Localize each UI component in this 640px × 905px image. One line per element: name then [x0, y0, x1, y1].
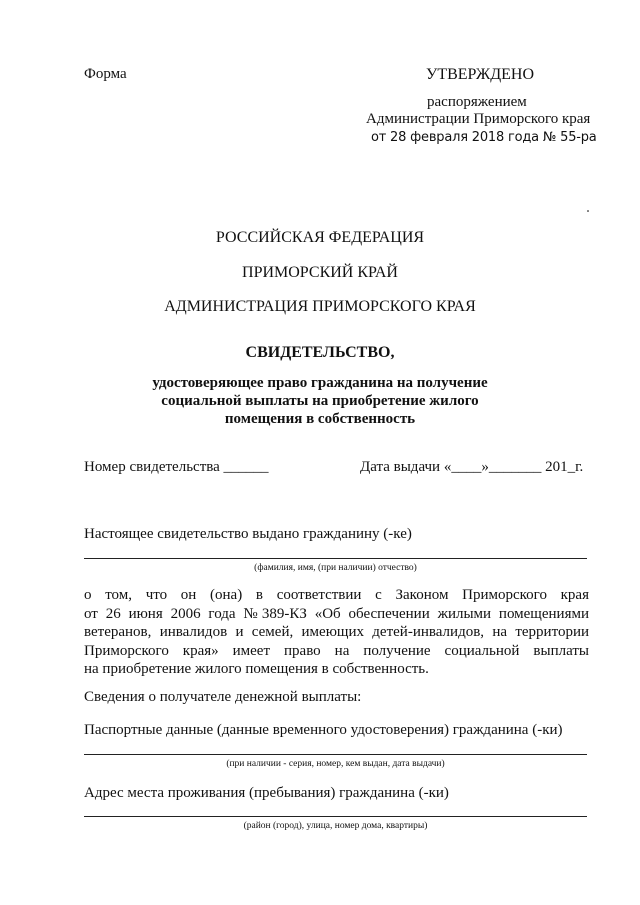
name-fill-line [84, 558, 587, 559]
form-label: Форма [84, 66, 127, 82]
certificate-number-field: Номер свидетельства ______ [84, 459, 269, 475]
body-paragraph [84, 586, 589, 679]
caption-name: (фамилия, имя, (при наличии) отчество) [254, 563, 417, 573]
body-line-5: на приобретение жилого помещения в собственность. [84, 661, 429, 677]
issue-date-field: Дата выдачи «____»_______ 201_г. [360, 459, 584, 475]
body-line-3: ветеранов, инвалидов и семей, имеющих детей-инвалидов, на территории [84, 624, 589, 640]
subtitle-line-2: социальной выплаты на приобретение жилого [161, 393, 479, 409]
approval-line-order: распоряжением [427, 94, 527, 110]
subtitle-line-3: помещения в собственность [224, 411, 416, 427]
caption-address: (район (город), улица, номер дома, квартиры) [243, 821, 428, 831]
approval-line-administration: Администрации Приморского края [366, 111, 591, 127]
address-fill-line [84, 816, 587, 817]
passport-fill-line [84, 754, 587, 755]
body-line-4: Приморского края» имеет право на получение социальной выплаты [84, 642, 589, 659]
recipient-info-heading: Сведения о получателе денежной выплаты: [84, 689, 362, 705]
header-administration: АДМИНИСТРАЦИЯ ПРИМОРСКОГО КРАЯ [164, 298, 476, 315]
subtitle-line-1: удостоверяющее право гражданина на получение [152, 375, 488, 391]
header-region: ПРИМОРСКИЙ КРАЙ [242, 264, 398, 281]
approval-title: УТВЕРЖДЕНО [426, 66, 535, 83]
approval-date-stamp: от 28 февраля 2018 года № 55-ра [371, 130, 597, 145]
body-line-2: от 26 июня 2006 года №389-КЗ «Об обеспечении жилыми помещениями [84, 605, 589, 622]
document-title: СВИДЕТЕЛЬСТВО, [245, 344, 395, 361]
header-country: РОССИЙСКАЯ ФЕДЕРАЦИЯ [215, 229, 425, 246]
body-line-1: о том, что он (она) в соответствии с Законом Приморского края [84, 587, 589, 603]
caption-passport: (при наличии - серия, номер, кем выдан, дата выдачи) [226, 759, 445, 769]
passport-label: Паспортные данные (данные временного удостоверения) гражданина (-ки) [84, 722, 563, 738]
address-label: Адрес места проживания (пребывания) гражданина (-ки) [84, 785, 449, 801]
speck [587, 210, 589, 212]
issued-to-line: Настоящее свидетельство выдано гражданину (-ке) [84, 526, 412, 542]
